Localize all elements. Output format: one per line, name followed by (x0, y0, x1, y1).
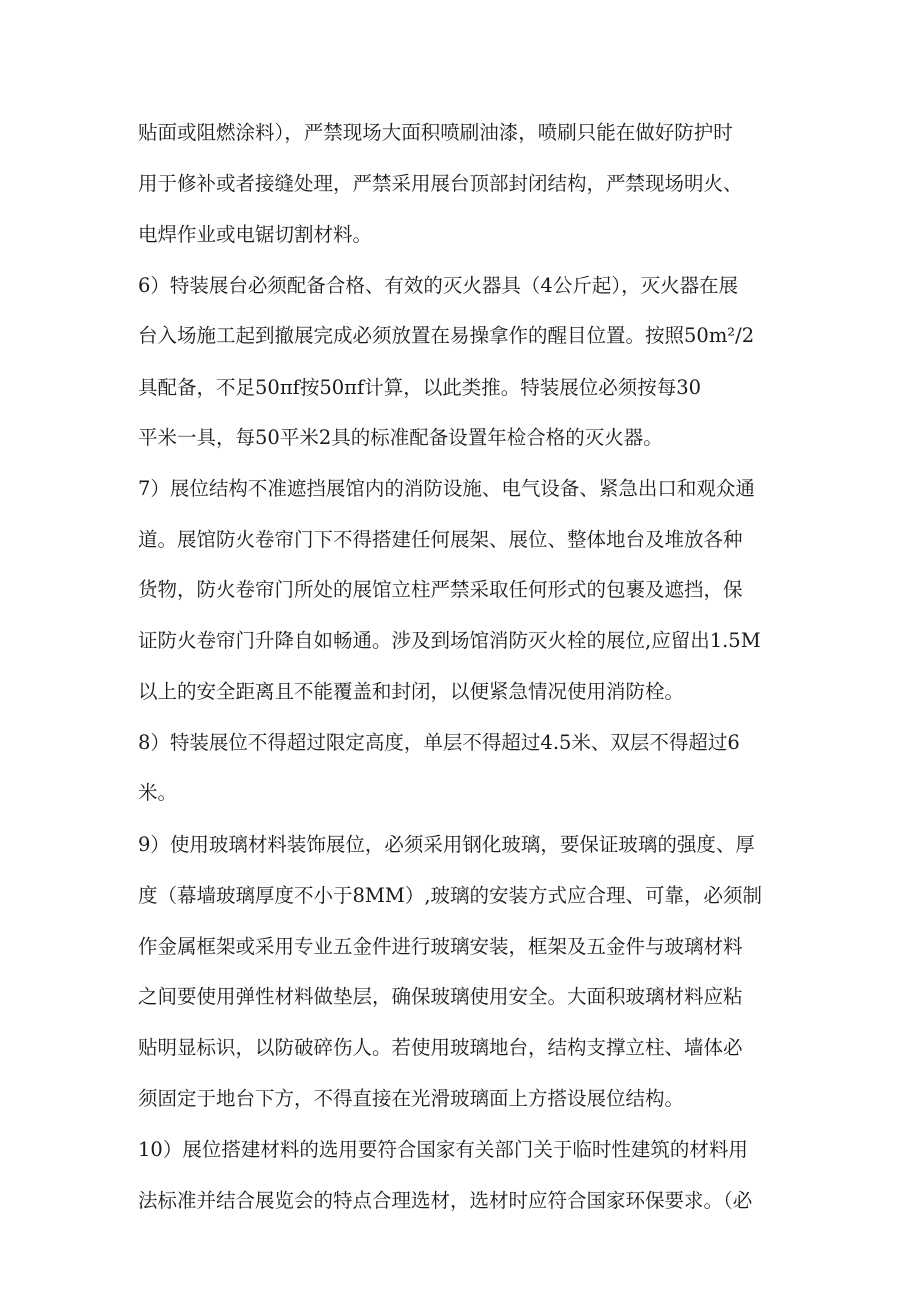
text-line: 以上的安全距离且不能覆盖和封闭，以便紧急情况使用消防栓。 (138, 680, 685, 703)
text-line: 电焊作业或电锯切割材料。 (138, 223, 373, 246)
text-line: 须固定于地台下方，不得直接在光滑玻璃面上方搭设展位结构。 (138, 1087, 685, 1110)
text-line: 7）展位结构不准遮挡展馆内的消防设施、电气设备、紧急出口和观众通 (138, 477, 755, 500)
text-line: 货物，防火卷帘门所处的展馆立柱严禁采取任何形式的包裹及遮挡，保 (138, 578, 743, 601)
text-line: 法标准并结合展览会的特点合理选材，选材时应符合国家环保要求。（必 (138, 1189, 753, 1212)
text-line: 10）展位搭建材料的选用要符合国家有关部门关于临时性建筑的材料用 (138, 1138, 748, 1161)
text-line: 作金属框架或采用专业五金件进行玻璃安装，框架及五金件与玻璃材料 (138, 935, 743, 958)
text-line: 8）特装展位不得超过限定高度，单层不得超过4.5米、双层不得超过6 (138, 731, 740, 754)
text-line: 具配备，不足50πf按50πf计算，以此类推。特装展位必须按每30 (138, 376, 702, 399)
text-line: 贴明显标识，以防破碎伤人。若使用玻璃地台，结构支撑立柱、墙体必 (138, 1036, 743, 1059)
text-line: 道。展馆防火卷帘门下不得搭建任何展架、展位、整体地台及堆放各种 (138, 528, 743, 551)
text-line: 贴面或阻燃涂料），严禁现场大面积喷刷油漆，喷刷只能在做好防护时 (138, 121, 733, 144)
text-line: 用于修补或者接缝处理，严禁采用展台顶部封闭结构，严禁现场明火、 (138, 172, 743, 195)
text-line: 6）特装展台必须配备合格、有效的灭火器具（4公斤起），灭火器在展 (138, 274, 739, 297)
text-line: 之间要使用弹性材料做垫层，确保玻璃使用安全。大面积玻璃材料应粘 (138, 985, 743, 1008)
text-line: 台入场施工起到撤展完成必须放置在易操拿作的醒目位置。按照50m²/2 (138, 324, 755, 347)
text-line: 度（幕墙玻璃厚度不小于8MM）,玻璃的安装方式应合理、可靠，必须制 (138, 884, 763, 907)
text-line: 证防火卷帘门升降自如畅通。涉及到场馆消防灭火栓的展位,应留出1.5M (138, 629, 761, 652)
text-line: 9）使用玻璃材料装饰展位，必须采用钢化玻璃，要保证玻璃的强度、厚 (138, 833, 755, 856)
text-line: 米。 (138, 781, 178, 804)
text-line: 平米一具，每50平米2具的标准配备设置年检合格的灭火器。 (138, 426, 663, 449)
